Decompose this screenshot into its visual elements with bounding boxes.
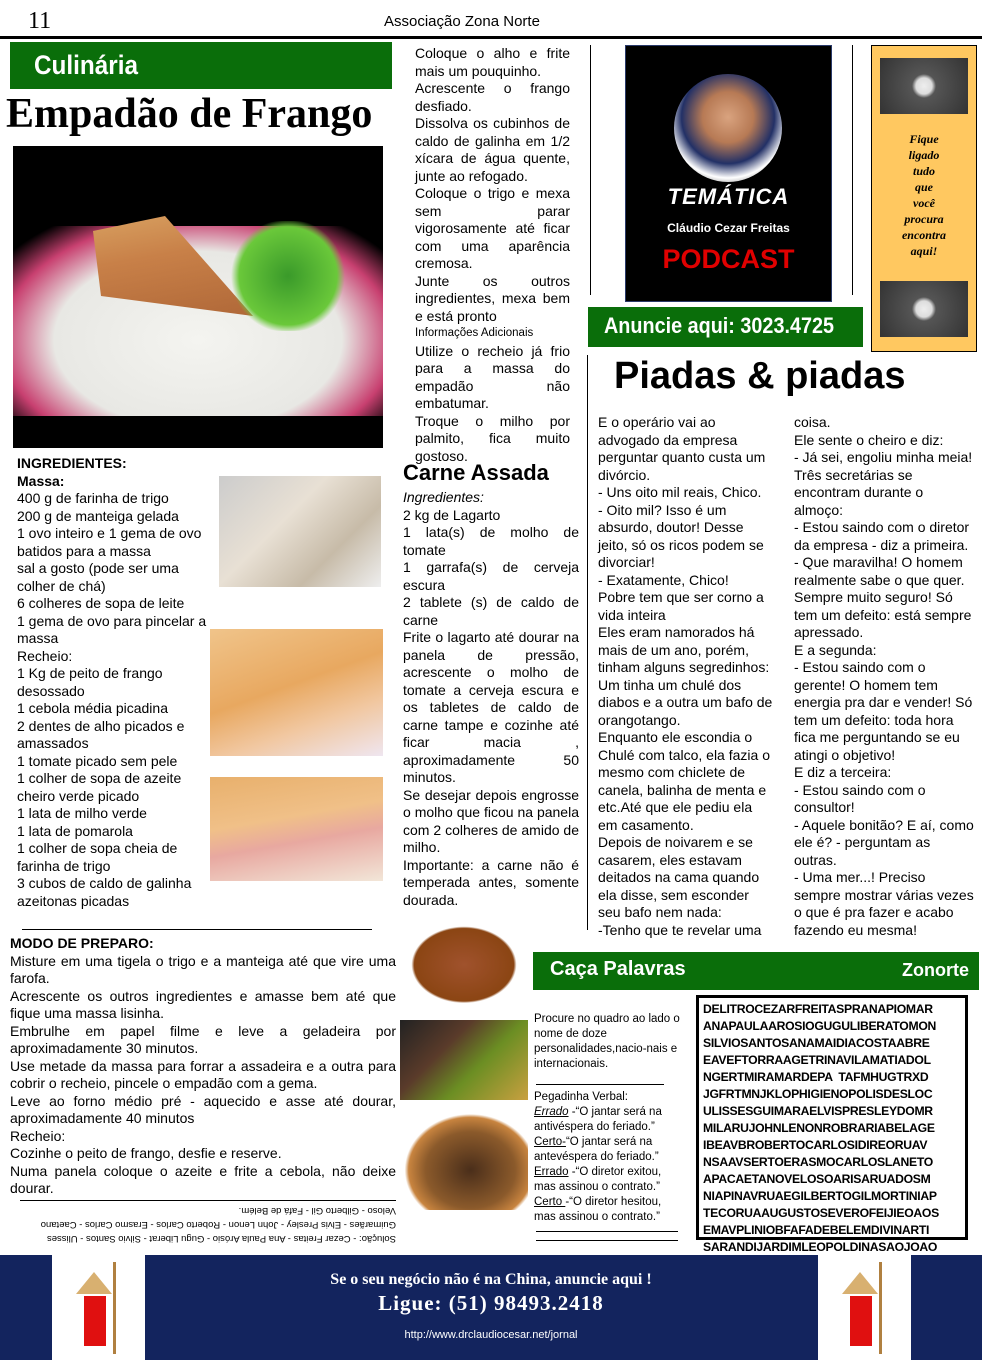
massa-label: Massa: <box>17 472 65 489</box>
empadao-photo-2 <box>210 629 383 756</box>
grid-row: TECORUAAUGUSTOSEVEROFEIJIEOAOS <box>703 1206 939 1220</box>
shredded-chicken-photo <box>219 476 381 587</box>
ingredient: 1 lata de milho verde <box>17 805 147 821</box>
word-search-grid <box>696 995 968 1254</box>
divider <box>20 1200 396 1201</box>
footer-ad-banner[interactable] <box>0 1255 982 1360</box>
page-number: 11 <box>28 8 52 34</box>
section-label: Culinária <box>34 50 138 80</box>
ingredient: 1 cebola média picadina <box>17 700 168 716</box>
joke-line: - Já sei, engoliu minha meia! <box>794 449 973 465</box>
grid-row: NIAPINAVRUAEGILBERTOGILMORTINIAP <box>703 1189 937 1203</box>
joke-line: - Estou saindo com o consultor! <box>794 781 926 815</box>
caca-palavras-banner <box>533 952 979 990</box>
joke-line: Eles eram namorados há mais de um ano, porém, tinham alguns segredinhos: <box>598 624 770 675</box>
paragraph: Utilize o recheio já frio para a massa do empadão não embatumar. <box>415 342 570 411</box>
empadao-photo <box>13 146 383 448</box>
empadao-photo-3 <box>210 777 383 881</box>
word: tudo <box>912 164 935 178</box>
step: Embrulhe em papel filme e leve a geladeira por aproximadamente 30 minutos. <box>10 1022 396 1056</box>
instructions: Procure no quadro ao lado o nome de doze personalidades,nacio-nais e internacionais. <box>534 1013 680 1070</box>
paragraph: Acrescente o frango desfiado. <box>415 80 570 114</box>
caca-palavras-title: Caça Palavras <box>550 958 686 980</box>
joke-line: Um tinha um chulé dos diabos e a outra um bafo de orangotango. <box>598 676 773 728</box>
joke-line: - Estou saindo com o diretor da empresa - diz a primeira. - Que maravilha! O homem realmente sabe o que quer. Sempre muito seguro! Só tem um defeito: está sempre apressado. <box>794 519 972 640</box>
recipe-title: Empadão de Frango <box>6 91 373 137</box>
pegadinha-item <box>534 1195 686 1225</box>
column-divider <box>590 45 591 295</box>
section-banner-culinaria <box>10 42 392 89</box>
footer-slogan: Se o seu negócio não é na China, anuncie aqui ! <box>330 1271 652 1288</box>
ingredient: sal a gosto (pode ser uma colher de chá) <box>17 560 179 594</box>
tag: Errado <box>534 1166 569 1178</box>
ingredient: 1 tomate picado sem pele <box>17 752 178 769</box>
step: Cozinhe o peito de frango, desfie e reserve. <box>10 1145 282 1161</box>
grid-row: SARANDIJARDIMLEOPOLDINASAOJOAO <box>703 1240 938 1254</box>
word: encontra <box>901 228 946 242</box>
joke-line: E diz a terceira: <box>794 764 892 780</box>
step: Numa panela coloque o azeite e frite a cebola, não deixe dourar. <box>10 1162 396 1196</box>
pegadinha-item <box>534 1135 686 1165</box>
joke-line: - Exatamente, Chico! <box>598 571 729 588</box>
grid-row: APACAETANOVELOSOARISARUADOSM <box>703 1172 931 1186</box>
ingredient: 1 ovo inteiro e 1 gema de ovo batidos para a massa <box>17 525 202 559</box>
joke-line: - Uns oito mil reais, Chico. <box>598 484 762 500</box>
joke-line: -Tenho que te revelar uma <box>598 921 762 938</box>
ingredient: 400 g de farinha de trigo <box>17 490 169 506</box>
ingredients-heading: INGREDIENTES: <box>17 455 127 471</box>
ingredient: 1 colher de sopa de azeite <box>17 770 182 786</box>
podcast-host: Cláudio Cezar Freitas <box>667 221 790 235</box>
tag: Certo- <box>534 1136 566 1148</box>
fique-ligado-ad[interactable] <box>871 45 977 352</box>
jokes-column-1 <box>598 414 773 939</box>
grid-row: MILARUJOHNLENONROBRARIABELAGE <box>703 1121 935 1135</box>
ingredient: 1 Kg de peito de frango desossado <box>17 665 163 699</box>
grid-row: DELITROCEZARFREITASPRANAPIOMAR <box>703 1002 933 1016</box>
word: você <box>913 196 935 210</box>
anuncie-text: Anuncie aqui: 3023.4725 <box>604 313 835 338</box>
joke-line: Depois de noivarem e se casarem, eles estavam deitados na cama quando ela disse, sem esconder seu bafo nem nada: <box>598 834 760 920</box>
text: “O jantar será na antevéspera do feriado.” <box>534 1136 659 1163</box>
word: ligado <box>908 148 940 162</box>
ingredient: 2 tablete (s) de caldo de carne <box>403 594 579 628</box>
header-divider <box>0 36 982 39</box>
joke-line: Ele sente o cheiro e diz: <box>794 431 944 448</box>
text: -“O jantar será na antivéspera do feriado.” <box>534 1106 662 1133</box>
paragraph: Troque o milho por palmito, fica muito gostoso. <box>415 412 570 464</box>
column-divider <box>852 45 853 295</box>
grid-row: ANAPAULAAROSIOGUGULIBERATOMON <box>703 1019 937 1033</box>
step: Frite o lagarto até dourar na panela de pressão, acrescente o molho de tomate a cerveja escura e os tabletes de caldo de carne tampe e cozinhe até ficar macia , aproximadamente 50 minutos. <box>403 629 579 785</box>
carne-assada-title: Carne Assada <box>403 460 549 485</box>
caca-palavras-brand: Zonorte <box>902 960 969 980</box>
carne-assada-recipe <box>403 489 579 909</box>
ingredient: 2 kg de Lagarto <box>403 506 501 523</box>
ingredient: cheiro verde picado <box>17 787 140 804</box>
footer-url-link[interactable]: http://www.drclaudiocesar.net/jornal <box>404 1329 578 1341</box>
text: -“O diretor hesitou, mas assinou o contrato.” <box>534 1196 662 1223</box>
paragraph: Coloque o trigo e mexa sem parar vigorosamente até ficar com uma aparência cremosa. <box>415 185 570 271</box>
step: Se desejar depois engrosse o molho que ficou na panela com 2 colheres de amido de milho. <box>403 786 579 855</box>
joke-line: Pobre tem que ser corno a vida inteira <box>598 589 764 623</box>
ingredient: 1 lata de pomarola <box>17 822 133 839</box>
word: procura <box>904 212 944 226</box>
fique-ligado-text <box>872 131 976 259</box>
step: Acrescente os outros ingredientes e amasse bem até que fique uma massa lisinha. <box>10 987 396 1021</box>
joke-line: - Uma mer...! Preciso sempre mostrar várias vezes o que é pra fazer e acabo fazendo eu mesma! <box>794 869 974 938</box>
joke-line: E a segunda: <box>794 641 877 658</box>
compass-image <box>880 58 968 114</box>
grid-row: IBEAVBROBERTOCARLOSIDIREORUAV <box>703 1138 928 1152</box>
joke-line: E o operário vai ao advogado da empresa perguntar quanto custa um divórcio. <box>598 414 766 483</box>
step: Leve ao forno médio pré - aquecido e asse até dourar, aproximadamente 40 minutos <box>10 1092 396 1126</box>
ingredient: 1 gema de ovo para pincelar a massa <box>17 612 207 646</box>
ingredient: 2 dentes de alho picados e amassados <box>17 717 185 751</box>
joke-line: - Estou saindo com o gerente! O homem tem energia pra dar e vender! Só tem um defeito: toda hora fica me perguntando se eu atingi o objetivo! <box>794 659 973 763</box>
modo-de-preparo <box>10 935 396 1198</box>
grid-row: SILVIOSANTOSANAMAIDIACOSTAABRE <box>703 1036 930 1050</box>
ingredient: 3 cubos de caldo de galinha <box>17 875 192 891</box>
podcast-ad[interactable] <box>625 45 832 302</box>
grid-row: ULISSESGUIMARAELVISPRESLEYDOMR <box>703 1104 933 1118</box>
divider <box>536 1084 664 1085</box>
publication-name: Associação Zona Norte <box>384 13 540 30</box>
step: Misture em uma tigela o trigo e a manteiga até que vire uma farofa. <box>10 952 396 986</box>
cutting-board-photo <box>400 918 528 1003</box>
pegadinha-item <box>534 1165 686 1195</box>
grid-row: EMAVPLINIOBFAFADEBELEMDIVINARTI <box>703 1223 930 1237</box>
word-search-solution-upside-down: Solução: - Cezar Freitas - Ana Paula Arósio - Gugu Liberat - Silvio Santos - Ulisses Guimarães - Elvis Presley - John Lenon - Roberto Carlos - Erasmo Carlos - Caetano Veloso - Gilberto Gil - Fafá de Belém. <box>40 1205 396 1244</box>
pegadinha-item <box>534 1105 686 1135</box>
modo-heading: MODO DE PREPARO: <box>10 935 154 951</box>
recheio-label: Recheio: <box>17 647 73 664</box>
ingredient: 6 colheres de sopa de leite <box>17 595 185 611</box>
word: que <box>915 180 933 194</box>
grid-row: JGFRTMNJKLOPHIGIENOPOLISDESLOC <box>703 1087 933 1101</box>
roast-board-photo <box>400 1110 528 1210</box>
info-label: Informações Adicionais <box>415 327 534 339</box>
tag: Certo <box>534 1196 566 1208</box>
joke-line: - Aquele bonitão? E aí, como ele é? - perguntam as outras. <box>794 816 974 868</box>
ingredient: 1 garrafa(s) de cerveja escura <box>403 559 579 593</box>
anuncie-banner[interactable] <box>588 307 863 347</box>
grid-row: NSAAVSERTOERASMOCARLOSLANETO <box>703 1155 933 1169</box>
grid-row: NGERTMIRAMARDEPA TAFMHUGTRXD <box>703 1070 929 1084</box>
column-divider <box>587 355 588 930</box>
ingredient: 1 lata(s) de molho de tomate <box>403 524 579 558</box>
jokes-title: Piadas & piadas <box>614 355 906 397</box>
recipe-continued <box>415 45 570 465</box>
ingredients-label: Ingredientes: <box>403 489 484 505</box>
compass-image <box>880 281 968 337</box>
ingredients-list <box>17 455 217 910</box>
ingredient: 200 g de manteiga gelada <box>17 507 179 524</box>
divider <box>536 1231 678 1232</box>
text: -“O diretor exitou, mas assinou o contrato.” <box>534 1166 662 1193</box>
jokes-column-2 <box>794 414 974 939</box>
host-portrait <box>674 74 782 182</box>
grid-row: EAVEFTORRAAGETRINAVILAMATIADOL <box>703 1053 931 1067</box>
ingredient: azeitonas picadas <box>17 892 130 909</box>
paragraph: Coloque o alho e frite mais um pouquinho. <box>415 45 570 79</box>
pegadinha-label: Pegadinha Verbal: <box>534 1091 628 1103</box>
step: Importante: a carne não é temperada antes, somente dourada. <box>403 856 579 908</box>
step: Use metade da massa para forrar a assadeira e a outra para cobrir o recheio, pincele o empadão com a gema. <box>10 1057 396 1091</box>
steak-photo <box>400 1020 528 1100</box>
word: Fique <box>909 132 939 146</box>
paragraph: Dissolva os cubinhos de caldo de galinha em 1/2 xícara de água quente, junte ao refogado. <box>415 115 570 184</box>
podcast-label: PODCAST <box>662 244 795 274</box>
divider <box>536 1240 678 1241</box>
word: aqui! <box>910 244 938 258</box>
divider <box>22 929 372 930</box>
caca-palavras-sidebar <box>534 1012 686 1241</box>
joke-line: - Oito mil? Isso é um absurdo, doutor! Desse jeito, só os ricos podem se divorciar! <box>598 501 764 570</box>
step: Recheio: <box>10 1127 66 1144</box>
joke-line: Três secretárias se encontram durante o almoço: <box>794 466 924 518</box>
tag: Errado <box>534 1106 569 1118</box>
joke-line: coisa. <box>794 414 831 430</box>
joke-line: Enquanto ele escondia o Chulé com talco, ela fazia o mesmo com chiclete de canela, balinha de menta e etc.Até que ele pediu ela em casamento. <box>598 729 770 833</box>
ingredient: 1 colher de sopa cheia de farinha de trigo <box>17 840 178 874</box>
footer-phone: Ligue: (51) 98493.2418 <box>378 1291 604 1315</box>
paragraph: Junte os outros ingredientes, mexa bem e está pronto <box>415 272 570 324</box>
podcast-brand: TEMÁTICA <box>667 184 790 209</box>
